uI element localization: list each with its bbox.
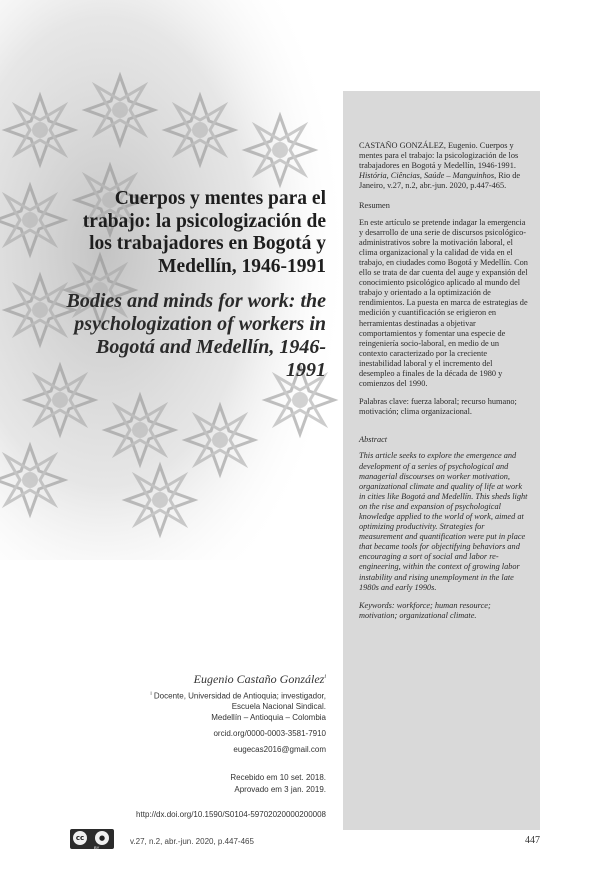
- approved-date: Aprovado em 3 jan. 2019.: [234, 785, 326, 795]
- received-date: Recebido em 10 set. 2018.: [230, 773, 326, 783]
- palabras-clave: Palabras clave: fuerza laboral; recurso humano; motivación; clima organizacional.: [359, 397, 517, 417]
- citation-reference: CASTAÑO GONZÁLEZ, Eugenio. Cuerpos y mentes para el trabajo: la psicologización de los trabajadores en Bogotá y Medellín, 1946-1991. História, Ciências, Saúde – Manguinhos, Rio de Janeiro, v.27, n.2, abr.-jun. 2020, p.447-465.: [359, 141, 521, 191]
- submission-dates: [60, 772, 326, 796]
- affiliation-line: $^i$ Docente, Universidad de Antioquia; investigador,: [150, 691, 326, 701]
- doi-link[interactable]: http://dx.doi.org/10.1590/S0104-59702020000200008: [136, 810, 326, 820]
- author-affiliation: [60, 689, 326, 723]
- author-name: Eugenio Castaño González$^i$: [193, 672, 326, 686]
- cc-icon: cc: [73, 831, 87, 845]
- cc-by-license-icon[interactable]: [70, 829, 114, 849]
- author-email[interactable]: eugecas2016@gmail.com: [233, 745, 326, 755]
- resumen-heading: Resumen: [359, 201, 390, 211]
- affiliation-line: Escuela Nacional Sindical.: [231, 702, 326, 712]
- page-number: 447: [525, 835, 540, 846]
- article-title-english: Bodies and minds for work: the psychologization of workers in Bogotá and Medellín, 1946-1991: [66, 290, 326, 381]
- by-label: BY: [94, 845, 100, 850]
- abstract-text: This article seeks to explore the emergence and development of a series of psychological and managerial discourses on worker motivation, organizational climate and quality of life at work in cities like Bogotá and Medellín. This sheds light on the rise and expansion of psychological knowledge applied to the world of work, aimed at optimizing productivity. Strategies for measurement and quantification were put in place that became tools for objectifying behaviors and encouraging a sort of social and labor re-engineering, within the context of growing labor instability and rising unemployment in the late 1980s and early 1990s.: [359, 451, 528, 592]
- resumen-text: En este artículo se pretende indagar la emergencia y desarrollo de una serie de discursos psicológico-administrativos sobre la motivación laboral, el clima organizacional y la calidad de vida en el trabajo, en ciudades como Bogotá y Medellín. Con ello se trata de dar cuenta del auge y expansión del conocimiento psicológico aplicado al mundo del trabajo y orientado a la optimización de rendimientos. La puesta en marca de estrategias de medición y cuantificación se erigieron en herramientas destinadas a objetivar comportamientos y fomentar una especie de reingeniería socio-laboral, en medio de un contexto caracterizado por la creciente inestabilidad laboral y el incremento del desempleo a finales de la década de 1980 y comienzos del 1990.: [359, 217, 528, 389]
- title-block: [60, 188, 326, 382]
- keywords: Keywords: workforce; human resource; motivation; organizational climate.: [359, 600, 491, 620]
- footer-citation: v.27, n.2, abr.-jun. 2020, p.447-465: [130, 837, 254, 846]
- article-title-spanish: Cuerpos y mentes para el trabajo: la psicologización de los trabajadores en Bogotá y Medellín, 1946-1991: [82, 188, 326, 277]
- abstract-heading: Abstract: [359, 435, 388, 445]
- attribution-person-icon: ●: [95, 831, 109, 845]
- author-block: [60, 672, 326, 820]
- page-footer: [70, 829, 540, 853]
- author-orcid[interactable]: orcid.org/0000-0003-3581-7910: [213, 729, 326, 739]
- affiliation-line: Medellín – Antioquia – Colombia: [211, 712, 326, 722]
- abstract-sidebar: [343, 91, 540, 830]
